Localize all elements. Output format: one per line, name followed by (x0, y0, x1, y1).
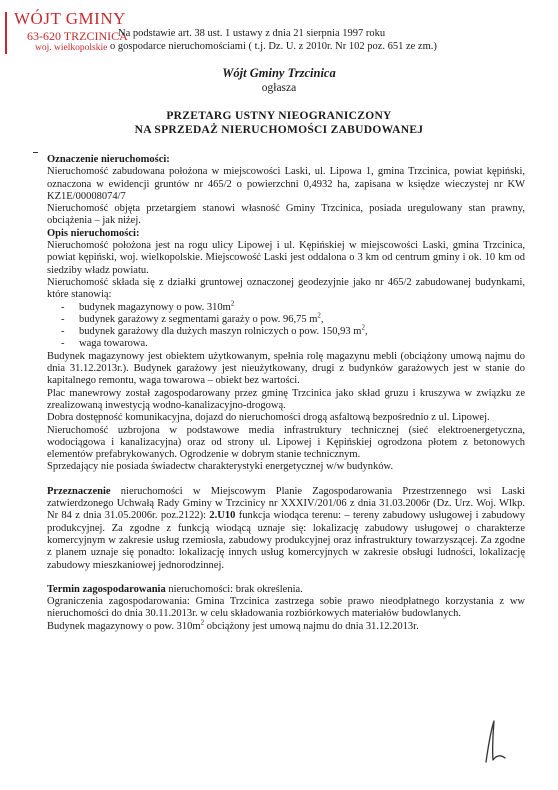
lease-text-b: obciążony jest umową najmu do dnia 31.12.2013r. (204, 620, 419, 632)
stamp-line-address: 63-620 TRZCINICA (27, 29, 128, 43)
development-term-heading: Termin zagospodarowania (47, 583, 166, 595)
list-item (61, 299, 525, 314)
legal-basis (110, 27, 437, 53)
ownership-paragraph: Nieruchomość objęta przetargiem stanowi własność Gminy Trzcinica, posiada uregulowany stan prawny, obciążenia – jak niżej. (47, 203, 525, 227)
list-item-sup: 2 (230, 299, 235, 308)
designation-heading: Oznaczenie nieruchomości: (47, 154, 170, 165)
document-title-line2: NA SPRZEDAŻ NIERUCHOMOŚCI ZABUDOWANEJ (134, 124, 424, 136)
lease-text-a: Budynek magazynowy o pow. 310m (47, 620, 201, 632)
stamp-line-title: WÓJT GMINY (14, 9, 126, 28)
list-item-text: budynek garażowy dla dużych maszyn rolniczych o pow. 150,93 m (79, 326, 362, 338)
list-item-tail: , (320, 313, 324, 325)
stamp-border (5, 12, 7, 54)
list-item-text: budynek magazynowy o pow. 310m (79, 301, 231, 313)
designation-paragraph: Nieruchomość zabudowana położona w miejscowości Laski, ul. Lipowa 1, gmina Trzcinica, powiat kępiński, oznaczona w ewidencji gruntów nr 465/2 o powierzchni 0,4932 ha, zapisana w księdze wieczystej nr KW KZ1E/00008074/7 (47, 166, 525, 202)
announces-verb: ogłasza (261, 82, 297, 94)
document-title-line1: PRZETARG USTNY NIEOGRANICZONY (166, 110, 392, 122)
location-paragraph: Nieruchomość położona jest na rogu ulicy Lipowej i ul. Kępińskiej w miejscowości Laski, gmina Trzcinica, powiat kępiński, woj. wielkopolskie. Miejscowość Laski jest oddalona o 3 km od centrum gminy i ok. 10 km od siedziby władz powiatu. (47, 240, 525, 276)
purpose-text-b: funkcja wiodąca terenu: – tereny zabudowy usługowej i zabudowy produkcyjnej. Za zgodne z funkcją wiodącą uznaje się: lokalizację zabudowy usługowej o charakterze komercyjnym w zakresie usług rzemiosła, zabudowy produkcyjnej oraz infrastruktury towarzyszącej. Za zgodne z planem uznaje się ponadto: lokalizację innych usług komercyjnych w zakresie obsługi ludności, lokalizację zabudowy mieszkaniowej jednorodzinnej. (47, 510, 525, 571)
list-item (61, 311, 525, 326)
usage-paragraph: Budynek magazynowy jest obiektem użytkowanym, spełnia rolę magazynu mebli (obciążony umową najmu do dnia 31.12.2013r.). Budynek garażowy jest nieużytkowany, drugi z budynków garażowych jest w stanie do kapitalnego remontu, waga towarowa – obiekt bez wartości. (47, 350, 525, 387)
announcer-name: Wójt Gminy Trzcinica (222, 66, 336, 80)
zoning-code: 2.U10 (209, 510, 236, 522)
development-term-text: nieruchomości: brak określenia. (165, 583, 303, 595)
purpose-paragraph (47, 486, 525, 572)
list-item-text: budynek garażowy z segmentami garaży o pow. 96,75 m (79, 313, 318, 325)
lease-sup: 2 (200, 618, 205, 627)
parcel-paragraph: Nieruchomość składa się z działki gruntowej oznaczonej geodezyjnie jako nr 465/2 zabudowanej budynkami, które stanowią: (47, 276, 525, 301)
signature-mark (478, 718, 508, 768)
development-term-paragraph (47, 584, 525, 596)
access-paragraph: Dobra dostępność komunikacyjna, dojazd do nieruchomości drogą asfaltową bezpośrednio z ul. Lipowej. (47, 412, 490, 424)
list-item (61, 323, 525, 338)
legal-basis-line1: Na podstawie art. 38 ust. 1 ustawy z dnia 21 sierpnia 1997 roku (118, 28, 386, 39)
energy-certificate-paragraph: Sprzedający nie posiada świadectw charakterystyki energetycznej w/w budynków. (47, 461, 394, 473)
buildings-list (47, 299, 525, 351)
purpose-text-a: nieruchomości w Miejscowym Planie Zagospodarowania Przestrzennego wsi Laski zatwierdzonego Uchwałą Rady Gminy w Trzcinicy nr XXXIV/201/06 z dnia 31.03.2006r (Dz. Urz. Woj. Wlkp. Nr 84 z dnia 31.05.2006r. poz.2122): (47, 485, 525, 522)
description-heading: Opis nieruchomości: (47, 227, 140, 239)
list-item-sup: 2 (317, 311, 321, 320)
list-item-text: waga towarowa. (79, 338, 148, 350)
legal-basis-line2: o gospodarce nieruchomościami ( t.j. Dz. U. z 2010r. Nr 102 poz. 651 ze zm.) (110, 41, 437, 52)
list-item (61, 338, 525, 350)
stamp-line-region: woj. wielkopolskie (35, 43, 108, 53)
announcement-body (47, 154, 525, 633)
yard-paragraph: Plac manewrowy został zagospodarowany przez gminę Trzcinica jako skład gruzu i kruszywa w związku ze zrealizowaną inwestycją wodno-kanalizacyjno-drogową. (47, 387, 525, 411)
list-item-sup: 2 (361, 323, 365, 332)
list-item-tail: , (364, 326, 368, 338)
utilities-paragraph: Nieruchomość uzbrojona w podstawowe media infrastruktury technicznej (sieć elektroenergetyczna, wodociągowa i kanalizacyjna) oraz od strony ul. Lipowej i Kępińskiej ogrodzona płotem z betonowych elementów prefabrykowanych. Ogrodzenie w dobrym stanie technicznym. (47, 424, 525, 461)
purpose-heading: Przeznaczenie (47, 485, 111, 497)
restrictions-paragraph: Ograniczenia zagospodarowania: Gmina Trzcinica zastrzega sobie prawo nieodpłatnego korzystania z ww nieruchomości do dnia 30.11.2013r. w celu składowania rozbiórkowych materiałów budowlanych. (47, 596, 525, 620)
lease-paragraph (47, 618, 525, 633)
margin-dash (33, 152, 38, 153)
